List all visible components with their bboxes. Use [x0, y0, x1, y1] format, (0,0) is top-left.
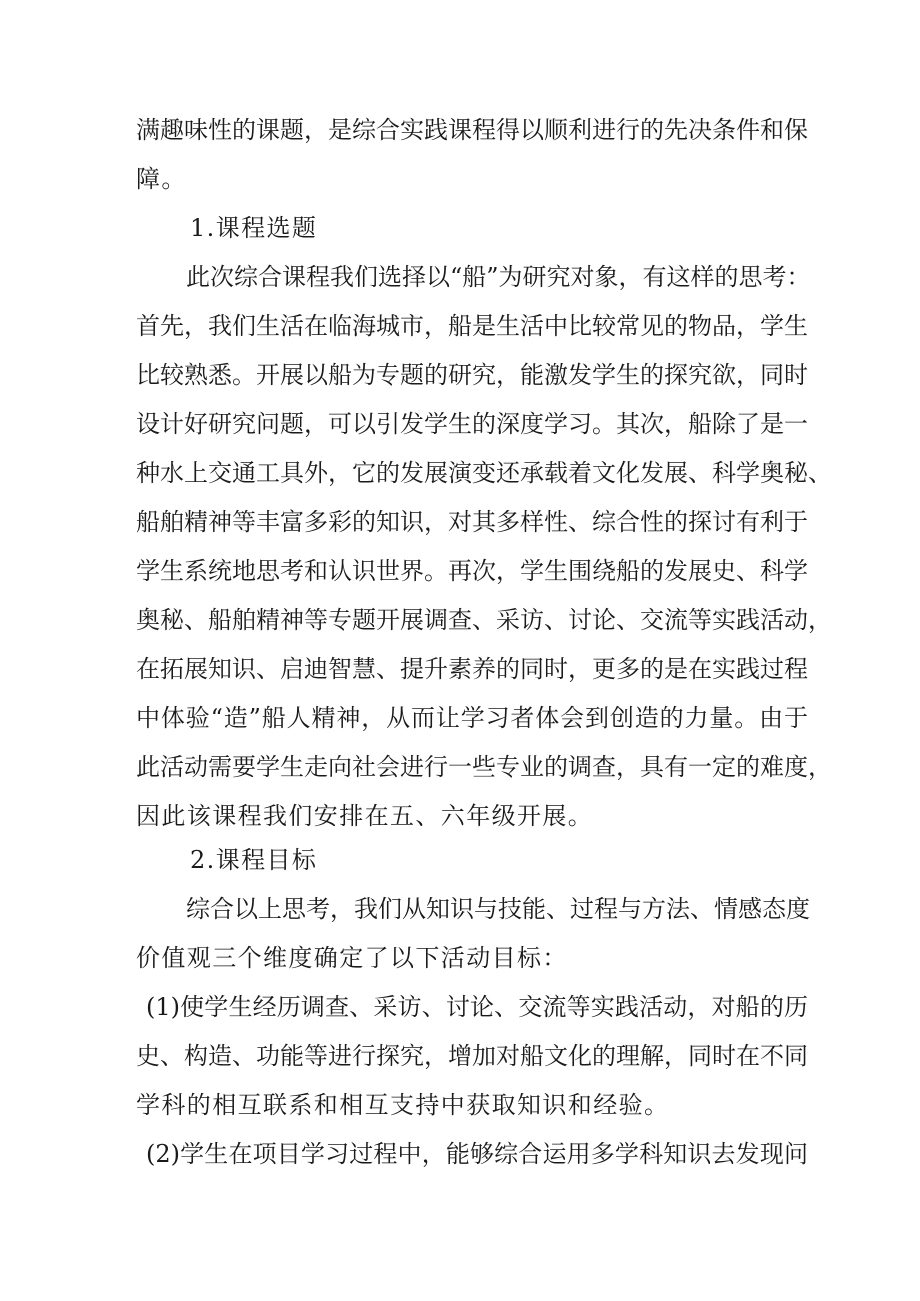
topic-line-11: 此活动需要学生走向社会进行一些专业的调查，具有一定的难度，: [136, 753, 832, 781]
topic-line-7: 学生系统地思考和认识世界。再次，学生围绕船的发展史、科学: [136, 557, 808, 585]
topic-line-12: 因此该课程我们安排在五、六年级开展。: [136, 802, 594, 830]
goal-1-line-3: 学科的相互联系和相互支持中获取知识和经验。: [136, 1091, 670, 1119]
topic-line-2: 首先，我们生活在临海城市，船是生活中比较常见的物品，学生: [136, 312, 808, 340]
topic-line-10: 中体验“造”船人精神，从而让学习者体会到创造的力量。由于: [136, 704, 808, 732]
topic-line-4: 设计好研究问题，可以引发学生的深度学习。其次，船除了是一: [136, 410, 808, 438]
goals-intro-line-2: 价值观三个维度确定了以下活动目标：: [136, 944, 568, 972]
goal-1-line-1: (1)使学生经历调查、采访、讨论、交流等实践活动，对船的历: [146, 993, 808, 1021]
section-heading-course-topic: 1.课程选题: [190, 214, 318, 242]
topic-line-5: 种水上交通工具外，它的发展演变还承载着文化发展、科学奥秘、: [136, 459, 832, 487]
goal-1-line-2: 史、构造、功能等进行探究，增加对船文化的理解，同时在不同: [136, 1042, 808, 1070]
goals-intro-line-1: 综合以上思考，我们从知识与技能、过程与方法、情感态度: [186, 895, 810, 923]
section-heading-course-goals: 2.课程目标: [190, 846, 318, 874]
topic-line-1: 此次综合课程我们选择以“船”为研究对象，有这样的思考：: [186, 263, 811, 291]
topic-line-9: 在拓展知识、启迪智慧、提升素养的同时，更多的是在实践过程: [136, 655, 808, 683]
topic-line-8: 奥秘、船舶精神等专题开展调查、采访、讨论、交流等实践活动，: [136, 606, 832, 634]
topic-line-3: 比较熟悉。开展以船为专题的研究，能激发学生的探究欲，同时: [136, 361, 808, 389]
topic-line-6: 船舶精神等丰富多彩的知识，对其多样性、综合性的探讨有利于: [136, 508, 808, 536]
intro-line-2: 障。: [136, 165, 187, 193]
goal-2-line-1: (2)学生在项目学习过程中，能够综合运用多学科知识去发现问: [146, 1140, 808, 1168]
intro-line-1: 满趣味性的课题，是综合实践课程得以顺利进行的先决条件和保: [136, 116, 808, 144]
